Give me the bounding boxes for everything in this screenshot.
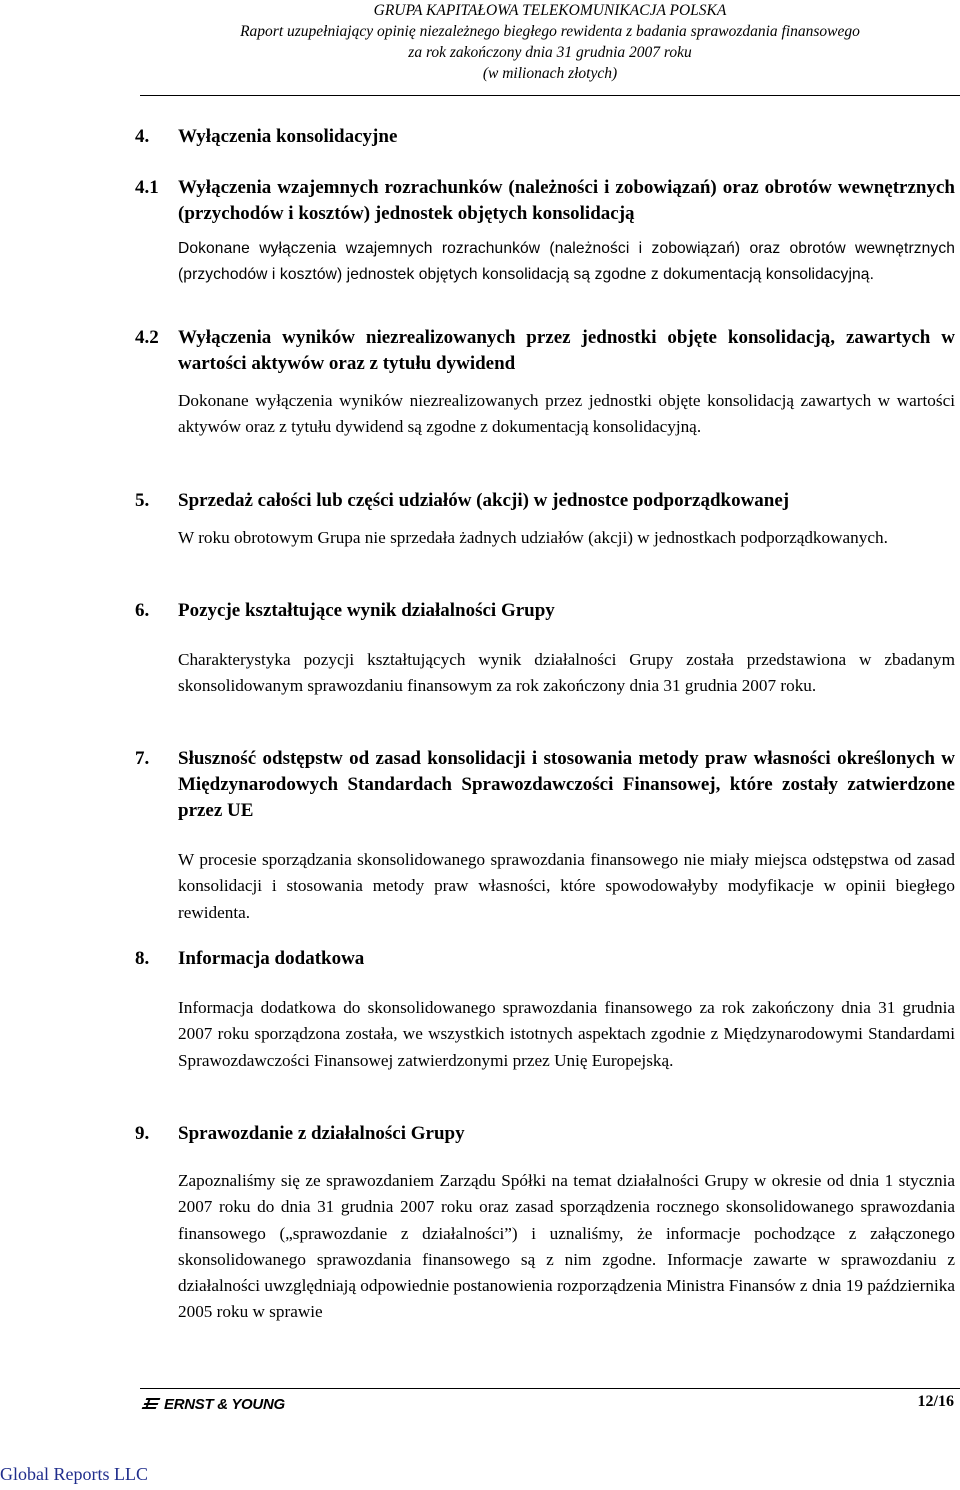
- section-number: 6.: [135, 600, 150, 621]
- section-title: Słuszność odstępstw od zasad konsolidacji i stosowania metody praw własności określonych w Międzynarodowych Standardach Sprawozdawczości Finansowej, które zostały zatwierdzone przez UE: [178, 748, 955, 821]
- watermark-text: Global Reports LLC: [0, 1464, 148, 1484]
- section-number: 7.: [135, 748, 150, 769]
- section-number: 8.: [135, 948, 150, 969]
- header-period: za rok zakończony dnia 31 grudnia 2007 roku: [408, 44, 692, 61]
- header-report-title: Raport uzupełniający opinię niezależnego biegłego rewidenta z badania sprawozdania finansowego: [240, 23, 860, 40]
- section-9-body: Zapoznaliśmy się ze sprawozdaniem Zarządu Spółki na temat działalności Grupy w okresie od dnia 1 stycznia 2007 roku do dnia 31 grudnia 2007 roku oraz zasad sporządzenia rocznego skonsolidowanego sprawozdania finansowego („sprawozdanie z działalności”) i uznaliśmy, że informacje pochodzące z załączonego skonsolidowanego sprawozdania finansowego są z nim zgodne. Informacje zawarte w sprawozdaniu z działalności uwzględniają odpowiednie postanowienia rozporządzenia Ministra Finansów z dnia 19 października 2005 roku w sprawie: [178, 1171, 955, 1322]
- section-title: Informacja dodatkowa: [178, 948, 365, 969]
- section-4-heading: [135, 124, 955, 150]
- ey-mark-icon: [140, 1397, 160, 1411]
- section-4-1-body: Dokonane wyłączenia wzajemnych rozrachunków (należności i zobowiązań) oraz obrotów wewnętrznych (przychodów i kosztów) jednostek objętych konsolidacją są zgodne z dokumentacją konsolidacyjną.: [178, 240, 955, 284]
- section-title: Wyłączenia konsolidacyjne: [178, 126, 398, 147]
- section-7-body: W procesie sporządzania skonsolidowanego sprawozdania finansowego nie miały miejsca odstępstwa od zasad konsolidacji i stosowania metody praw własności, które spowodowałyby modyfikacje w opinii biegłego rewidenta.: [178, 850, 955, 922]
- section-7-heading: [135, 746, 955, 824]
- footer-divider: [140, 1388, 960, 1389]
- section-6-heading: [135, 598, 955, 624]
- section-5-heading: [135, 488, 955, 514]
- section-4-2-heading: [135, 325, 955, 377]
- section-4-2-body: Dokonane wyłączenia wyników niezrealizowanych przez jednostki objęte konsolidacją zawartych w wartości aktywów oraz z tytułu dywidend są zgodne z dokumentacją konsolidacyjną.: [178, 391, 955, 437]
- section-title: Wyłączenia wzajemnych rozrachunków (należności i zobowiązań) oraz obrotów wewnętrznych (przychodów i kosztów) jednostek objętych konsolidacją: [178, 177, 955, 224]
- header-company: GRUPA KAPITAŁOWA TELEKOMUNIKACJA POLSKA: [373, 2, 727, 19]
- section-number: 4.2: [135, 327, 159, 348]
- section-title: Pozycje kształtujące wynik działalności Grupy: [178, 600, 555, 621]
- section-5-body: W roku obrotowym Grupa nie sprzedała żadnych udziałów (akcji) w jednostkach podporządkowanych.: [178, 528, 888, 547]
- page-header: [140, 0, 960, 84]
- section-number: 4.: [135, 126, 150, 147]
- section-8-body: Informacja dodatkowa do skonsolidowanego sprawozdania finansowego za rok zakończony dnia 31 grudnia 2007 roku sporządzona została, we wszystkich istotnych aspektach zgodnie z Międzynarodowymi Standardami Sprawozdawczości Finansowej zatwierdzonymi przez Unię Europejską.: [178, 998, 955, 1070]
- section-number: 9.: [135, 1123, 150, 1144]
- section-number: 5.: [135, 490, 150, 511]
- header-unit: (w milionach złotych): [482, 65, 618, 82]
- page-number: 12/16: [917, 1393, 954, 1410]
- section-9-heading: [135, 1121, 955, 1147]
- section-title: Sprawozdanie z działalności Grupy: [178, 1123, 465, 1144]
- section-6-body: Charakterystyka pozycji kształtujących wynik działalności Grupy została przedstawiona w zbadanym skonsolidowanym sprawozdaniu finansowym za rok zakończony dnia 31 grudnia 2007 roku.: [178, 650, 955, 696]
- section-number: 4.1: [135, 177, 159, 198]
- header-divider: [140, 95, 960, 96]
- logo-text: ERNST & YOUNG: [164, 1395, 285, 1413]
- section-title: Wyłączenia wyników niezrealizowanych przez jednostki objęte konsolidacją, zawartych w wartości aktywów oraz z tytułu dywidend: [178, 327, 955, 374]
- section-title: Sprzedaż całości lub części udziałów (akcji) w jednostce podporządkowanej: [178, 490, 790, 511]
- ernst-young-logo: [140, 1395, 285, 1413]
- section-4-1-heading: [135, 175, 955, 227]
- section-8-heading: [135, 946, 955, 972]
